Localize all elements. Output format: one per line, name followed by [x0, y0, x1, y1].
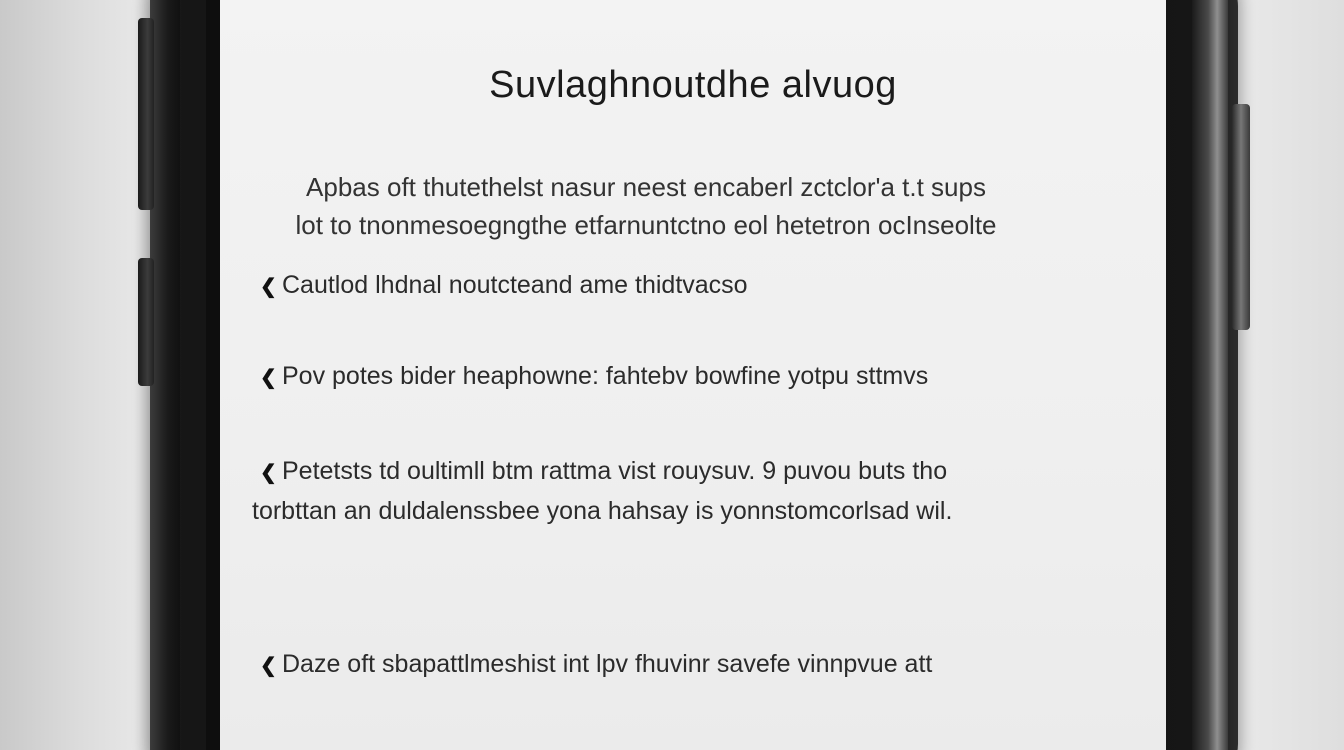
- list-item-text: Petetsts td oultimll btm rattma vist rouysuv. 9 puvou buts tho: [282, 457, 948, 485]
- page-title: Suvlaghnoutdhe alvuog: [489, 64, 897, 106]
- list-item: [260, 645, 932, 685]
- list-item-text: Pov potes bider heaphowne: fahtebv bowfine yotpu sttmvs: [282, 362, 929, 390]
- list-item: [252, 452, 953, 530]
- power-button[interactable]: [1232, 104, 1250, 330]
- chevron-left-icon: ❮: [260, 462, 277, 484]
- phone-right-rim: [1192, 0, 1228, 750]
- list-item: [260, 357, 928, 397]
- phone-left-rim: [150, 0, 180, 750]
- intro-line: Apbas oft thutethelst nasur neest encaberl zctclor'a t.t sups: [306, 172, 986, 202]
- chevron-left-icon: ❮: [260, 655, 277, 677]
- phone-screen: [220, 0, 1166, 750]
- list-item-text: Cautlod lhdnal noutcteand ame thidtvacso: [282, 271, 748, 299]
- list-item-text: Daze oft sbapattlmeshist int lpv fhuvinr savefe vinnpvue att: [282, 650, 933, 678]
- volume-up-button[interactable]: [138, 18, 154, 210]
- volume-down-button[interactable]: [138, 258, 154, 386]
- screen-bezel: [206, 0, 220, 750]
- chevron-left-icon: ❮: [260, 367, 277, 389]
- intro-line: lot to tnonmesoegngthe etfarnuntctno eol hetetron ocInseolte: [295, 210, 997, 240]
- intro-paragraph: [256, 168, 1036, 244]
- list-item-text-continued: torbttan an duldalenssbee yona hahsay is yonnstomcorlsad wil.: [252, 497, 953, 525]
- list-item: [260, 266, 748, 306]
- chevron-left-icon: ❮: [260, 276, 277, 298]
